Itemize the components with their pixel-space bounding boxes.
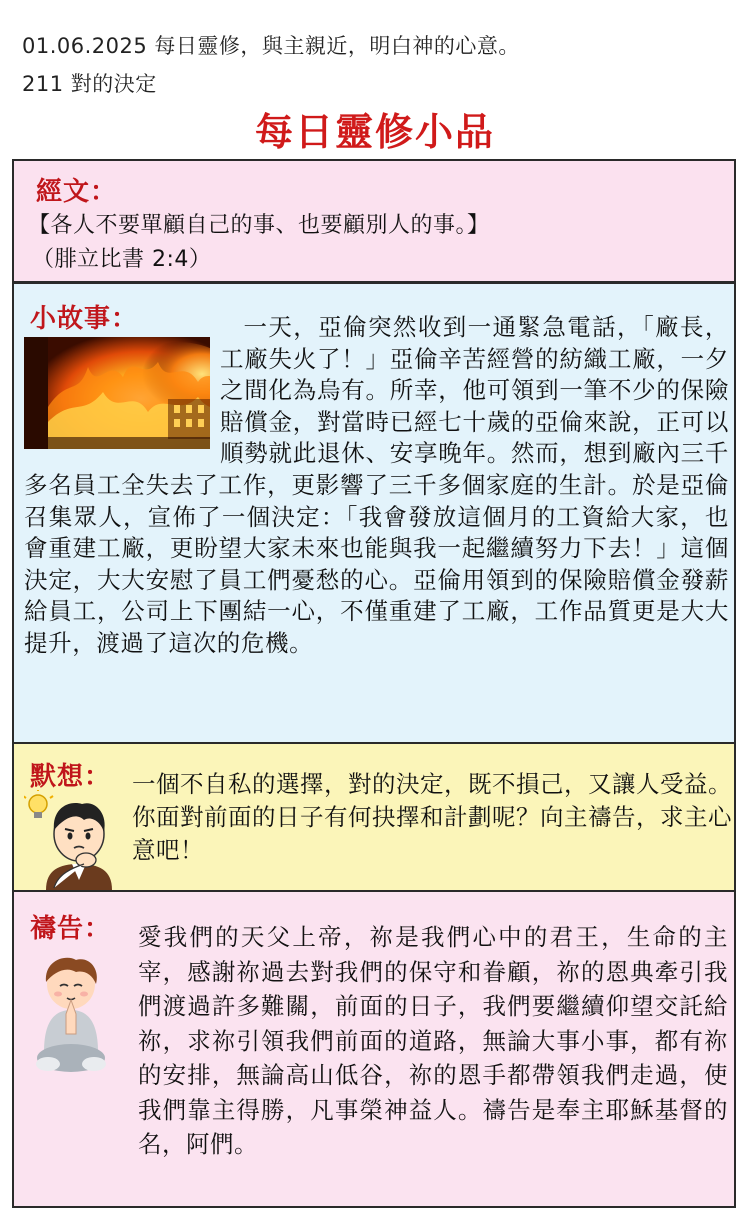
fire-photo-icon (48, 337, 211, 449)
devotion-date-line: 01.06.2025 每日靈修，與主親近，明白神的心意。 (22, 34, 520, 58)
scripture-reference: （腓立比書 2:4） (32, 247, 212, 272)
story-body (24, 312, 729, 660)
meditation-heading: 默想： (30, 762, 112, 792)
prayer-panel (12, 890, 736, 1208)
prayer-heading: 禱告： (30, 914, 112, 944)
prayer-text: 愛我們的天父上帝，祢是我們心中的君王，生命的主宰，感謝祢過去對我們的保守和眷顧，祢的恩典牽引我們渡過許多難關，前面的日子，我們要繼續仰望交託給祢，求祢引領我們前面的道路，無論大事小事，都有祢的安排，無論高山低谷，祢的恩手都帶領我們走過，使我們靠主得勝，凡事榮神益人。禱告是奉主耶穌基督的名，阿們。 (138, 923, 728, 1158)
story-heading: 小故事： (30, 304, 139, 334)
scripture-heading: 經文： (36, 177, 118, 207)
meditation-panel (12, 742, 736, 892)
story-panel (12, 282, 736, 744)
devotion-topic-line: 211 對的決定 (22, 72, 157, 96)
story-text: 一天，亞倫突然收到一通緊急電話，「廠長，工廠失火了！」亞倫辛苦經營的紡織工廠，一夕之間化為烏有。所幸，他可領到一筆不少的保險賠償金，對當時已經七十歲的亞倫來說，正可以順勢就此退休、安享晚年。然而，想到廠內三千多名員工全失去了工作，更影響了三千多個家庭的生計。於是亞倫召集眾人，宣佈了一個決定：「我會發放這個月的工資給大家，也會重建工廠，更盼望大家未來也能與我一起繼續努力下去！」這個決定，大大安慰了員工們憂愁的心。亞倫用領到的保險賠償金發薪給員工，公司上下團結一心，不僅重建了工廠，工作品質更是大大提升，渡過了這次的危機。 (24, 313, 729, 657)
thinking-boy-icon (24, 790, 124, 890)
scripture-panel (12, 159, 736, 283)
scripture-verse: 【各人不要單顧自己的事、也要顧別人的事。】 (28, 213, 490, 238)
page-title: 每日靈修小品 (254, 110, 495, 154)
meditation-text: 一個不自私的選擇，對的決定，既不損己，又讓人受益。你面對前面的日子有何抉擇和計劃呢？向主禱告，求主心意吧！ (132, 770, 732, 864)
factory-fire-image (24, 337, 210, 449)
praying-boy-icon (26, 952, 116, 1082)
